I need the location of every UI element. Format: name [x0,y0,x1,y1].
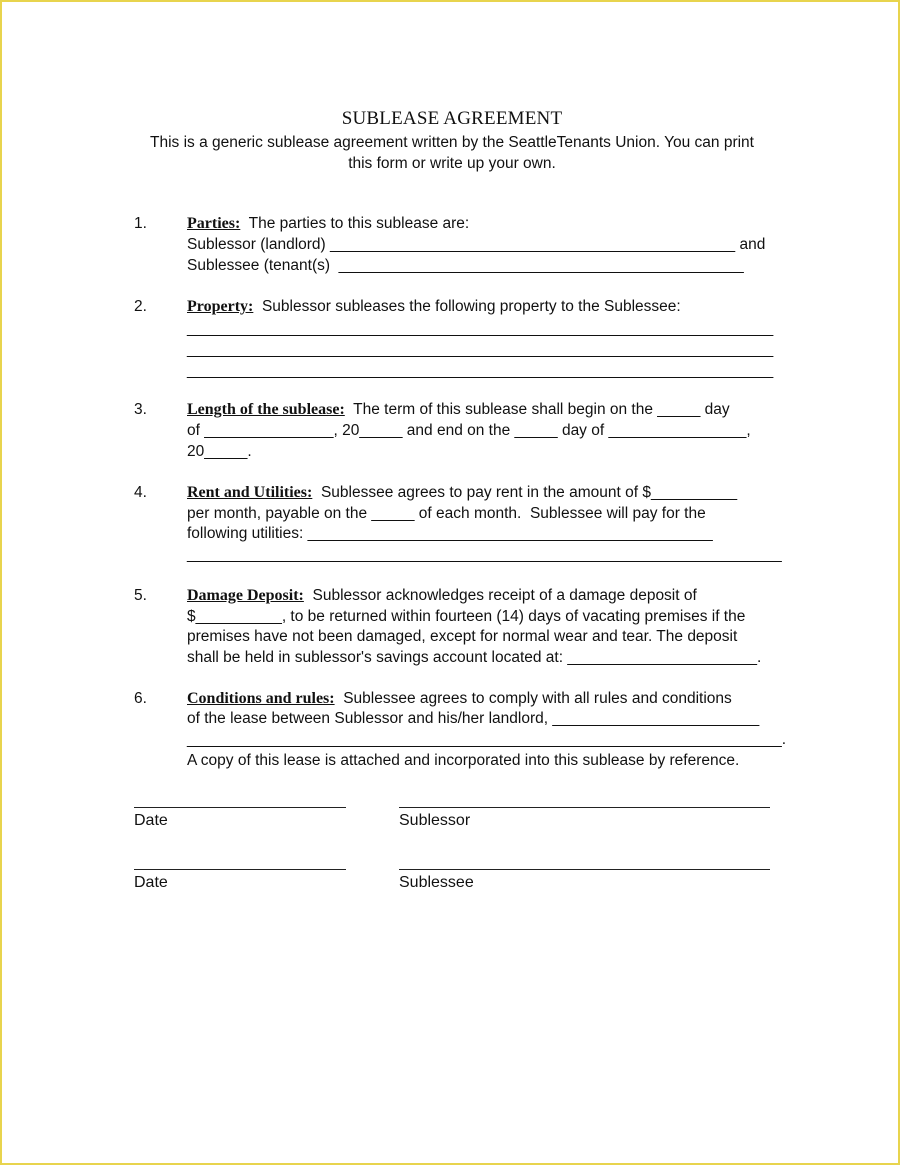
subtitle-line-2: this form or write up your own. [348,155,556,172]
section-heading: Rent and Utilities: [187,484,313,501]
section-number: 6. [134,690,147,707]
sublessee-tenant-field[interactable]: Sublessee (tenant(s) _______________________________________________ [187,257,744,274]
date-label: Date [134,874,168,891]
sublessor-label: Sublessor [399,812,471,829]
date-label: Date [134,812,168,829]
sublessee-signature-line[interactable] [399,869,770,870]
section-line [187,586,697,606]
section-number: 5. [134,587,147,604]
section-line [187,297,681,317]
date-signature-line[interactable] [134,869,346,870]
deposit-account-field[interactable]: shall be held in sublessor's savings account located at: ______________________. [187,649,762,666]
section-text: premises have not been damaged, except for normal wear and tear. The deposit [187,628,738,645]
section-heading: Length of the sublease: [187,401,345,418]
date-signature-line[interactable] [134,807,346,808]
section-heading: Parties: [187,215,241,232]
property-blank-line[interactable]: ____________________________________________________________________ [187,320,774,337]
section-text: Sublessor subleases the following property to the Sublessee: [261,298,681,315]
utilities-field[interactable]: following utilities: _______________________________________________ [187,525,713,542]
section-text: Sublessee agrees to comply with all rules and conditions [343,690,732,707]
landlord-name-field[interactable]: of the lease between Sublessor and his/her landlord, ________________________ [187,710,760,727]
sublessee-label: Sublessee [399,874,474,891]
section-heading: Damage Deposit: [187,587,304,604]
rent-due-day-field[interactable]: per month, payable on the _____ of each month. Sublessee will pay for the [187,505,706,522]
sublessor-landlord-field[interactable]: Sublessor (landlord) _______________________________________________ and [187,236,766,253]
section-line [187,400,730,420]
term-dates-field[interactable]: of _______________, 20_____ and end on the _____ day of ________________, [187,422,751,439]
subtitle-line-1: This is a generic sublease agreement written by the SeattleTenants Union. You can print [149,134,754,151]
section-number: 4. [134,484,147,501]
section-line [187,483,737,503]
section-line [187,214,469,234]
conditions-blank-line[interactable]: _____________________________________________________________________. [187,731,787,748]
section-line [187,689,732,709]
section-text: The parties to this sublease are: [248,215,470,232]
document-title: SUBLEASE AGREEMENT [341,108,563,129]
deposit-amount-field[interactable]: $__________, to be returned within fourteen (14) days of vacating premises if the [187,608,746,625]
section-heading: Conditions and rules: [187,690,335,707]
section-text: Sublessor acknowledges receipt of a damage deposit of [312,587,697,604]
rent-amount-field[interactable]: Sublessee agrees to pay rent in the amount of $__________ [320,484,738,501]
document-subtitle [122,132,782,174]
section-text[interactable]: The term of this sublease shall begin on the _____ day [353,401,730,418]
section-number: 2. [134,298,147,315]
section-number: 1. [134,215,147,232]
property-blank-line[interactable]: ____________________________________________________________________ [187,362,774,379]
section-number: 3. [134,401,147,418]
property-blank-line[interactable]: ____________________________________________________________________ [187,341,774,358]
sublessor-signature-line[interactable] [399,807,770,808]
term-year-field[interactable]: 20_____. [187,443,252,460]
utilities-blank-line[interactable]: _____________________________________________________________________ [187,546,782,563]
section-text: A copy of this lease is attached and incorporated into this sublease by reference. [187,752,740,769]
section-heading: Property: [187,298,254,315]
